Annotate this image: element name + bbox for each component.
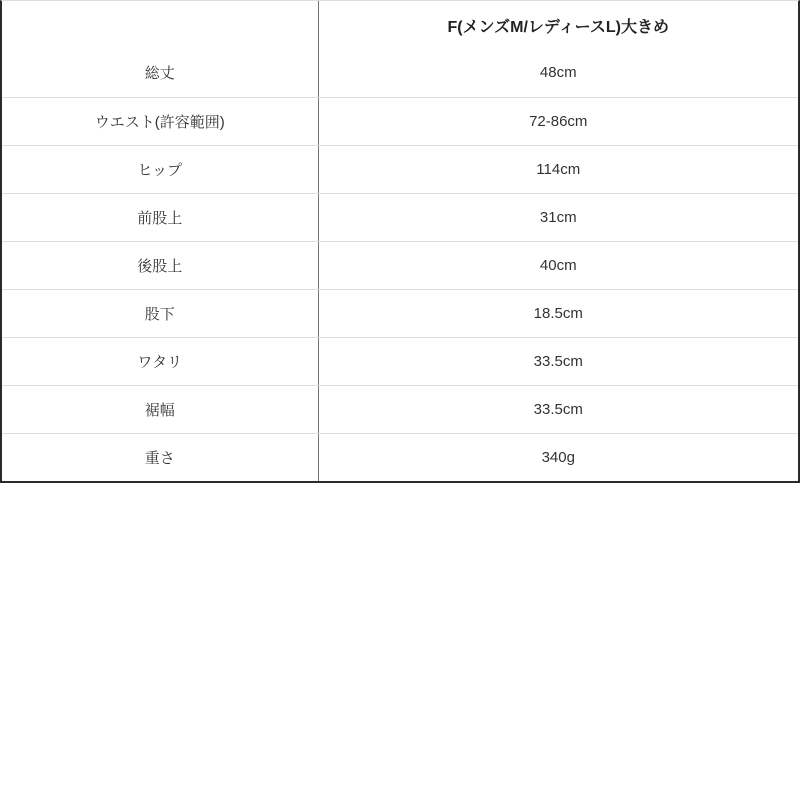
row-value: 114cm: [318, 145, 798, 193]
row-label: ワタリ: [2, 337, 318, 385]
row-value: 33.5cm: [318, 385, 798, 433]
row-value: 31cm: [318, 193, 798, 241]
header-size-cell: F(メンズM/レディースL)大きめ: [318, 1, 798, 49]
row-label: 重さ: [2, 433, 318, 481]
row-value: 72-86cm: [318, 97, 798, 145]
row-label: ヒップ: [2, 145, 318, 193]
row-label: 股下: [2, 289, 318, 337]
row-value: 33.5cm: [318, 337, 798, 385]
size-chart-table: [2, 1, 798, 481]
row-value: 18.5cm: [318, 289, 798, 337]
table-row: [2, 337, 798, 385]
row-label: 前股上: [2, 193, 318, 241]
table-row: [2, 97, 798, 145]
table-row: [2, 385, 798, 433]
row-label: 総丈: [2, 49, 318, 97]
table-row: [2, 49, 798, 97]
row-value: 340g: [318, 433, 798, 481]
row-label: 後股上: [2, 241, 318, 289]
header-row: [2, 1, 798, 49]
row-label: ウエスト(許容範囲): [2, 97, 318, 145]
table-row: [2, 193, 798, 241]
row-value: 40cm: [318, 241, 798, 289]
table-row: [2, 433, 798, 481]
table-row: [2, 145, 798, 193]
table-row: [2, 289, 798, 337]
table-row: [2, 241, 798, 289]
row-label: 裾幅: [2, 385, 318, 433]
header-label-cell: [2, 1, 318, 49]
row-value: 48cm: [318, 49, 798, 97]
